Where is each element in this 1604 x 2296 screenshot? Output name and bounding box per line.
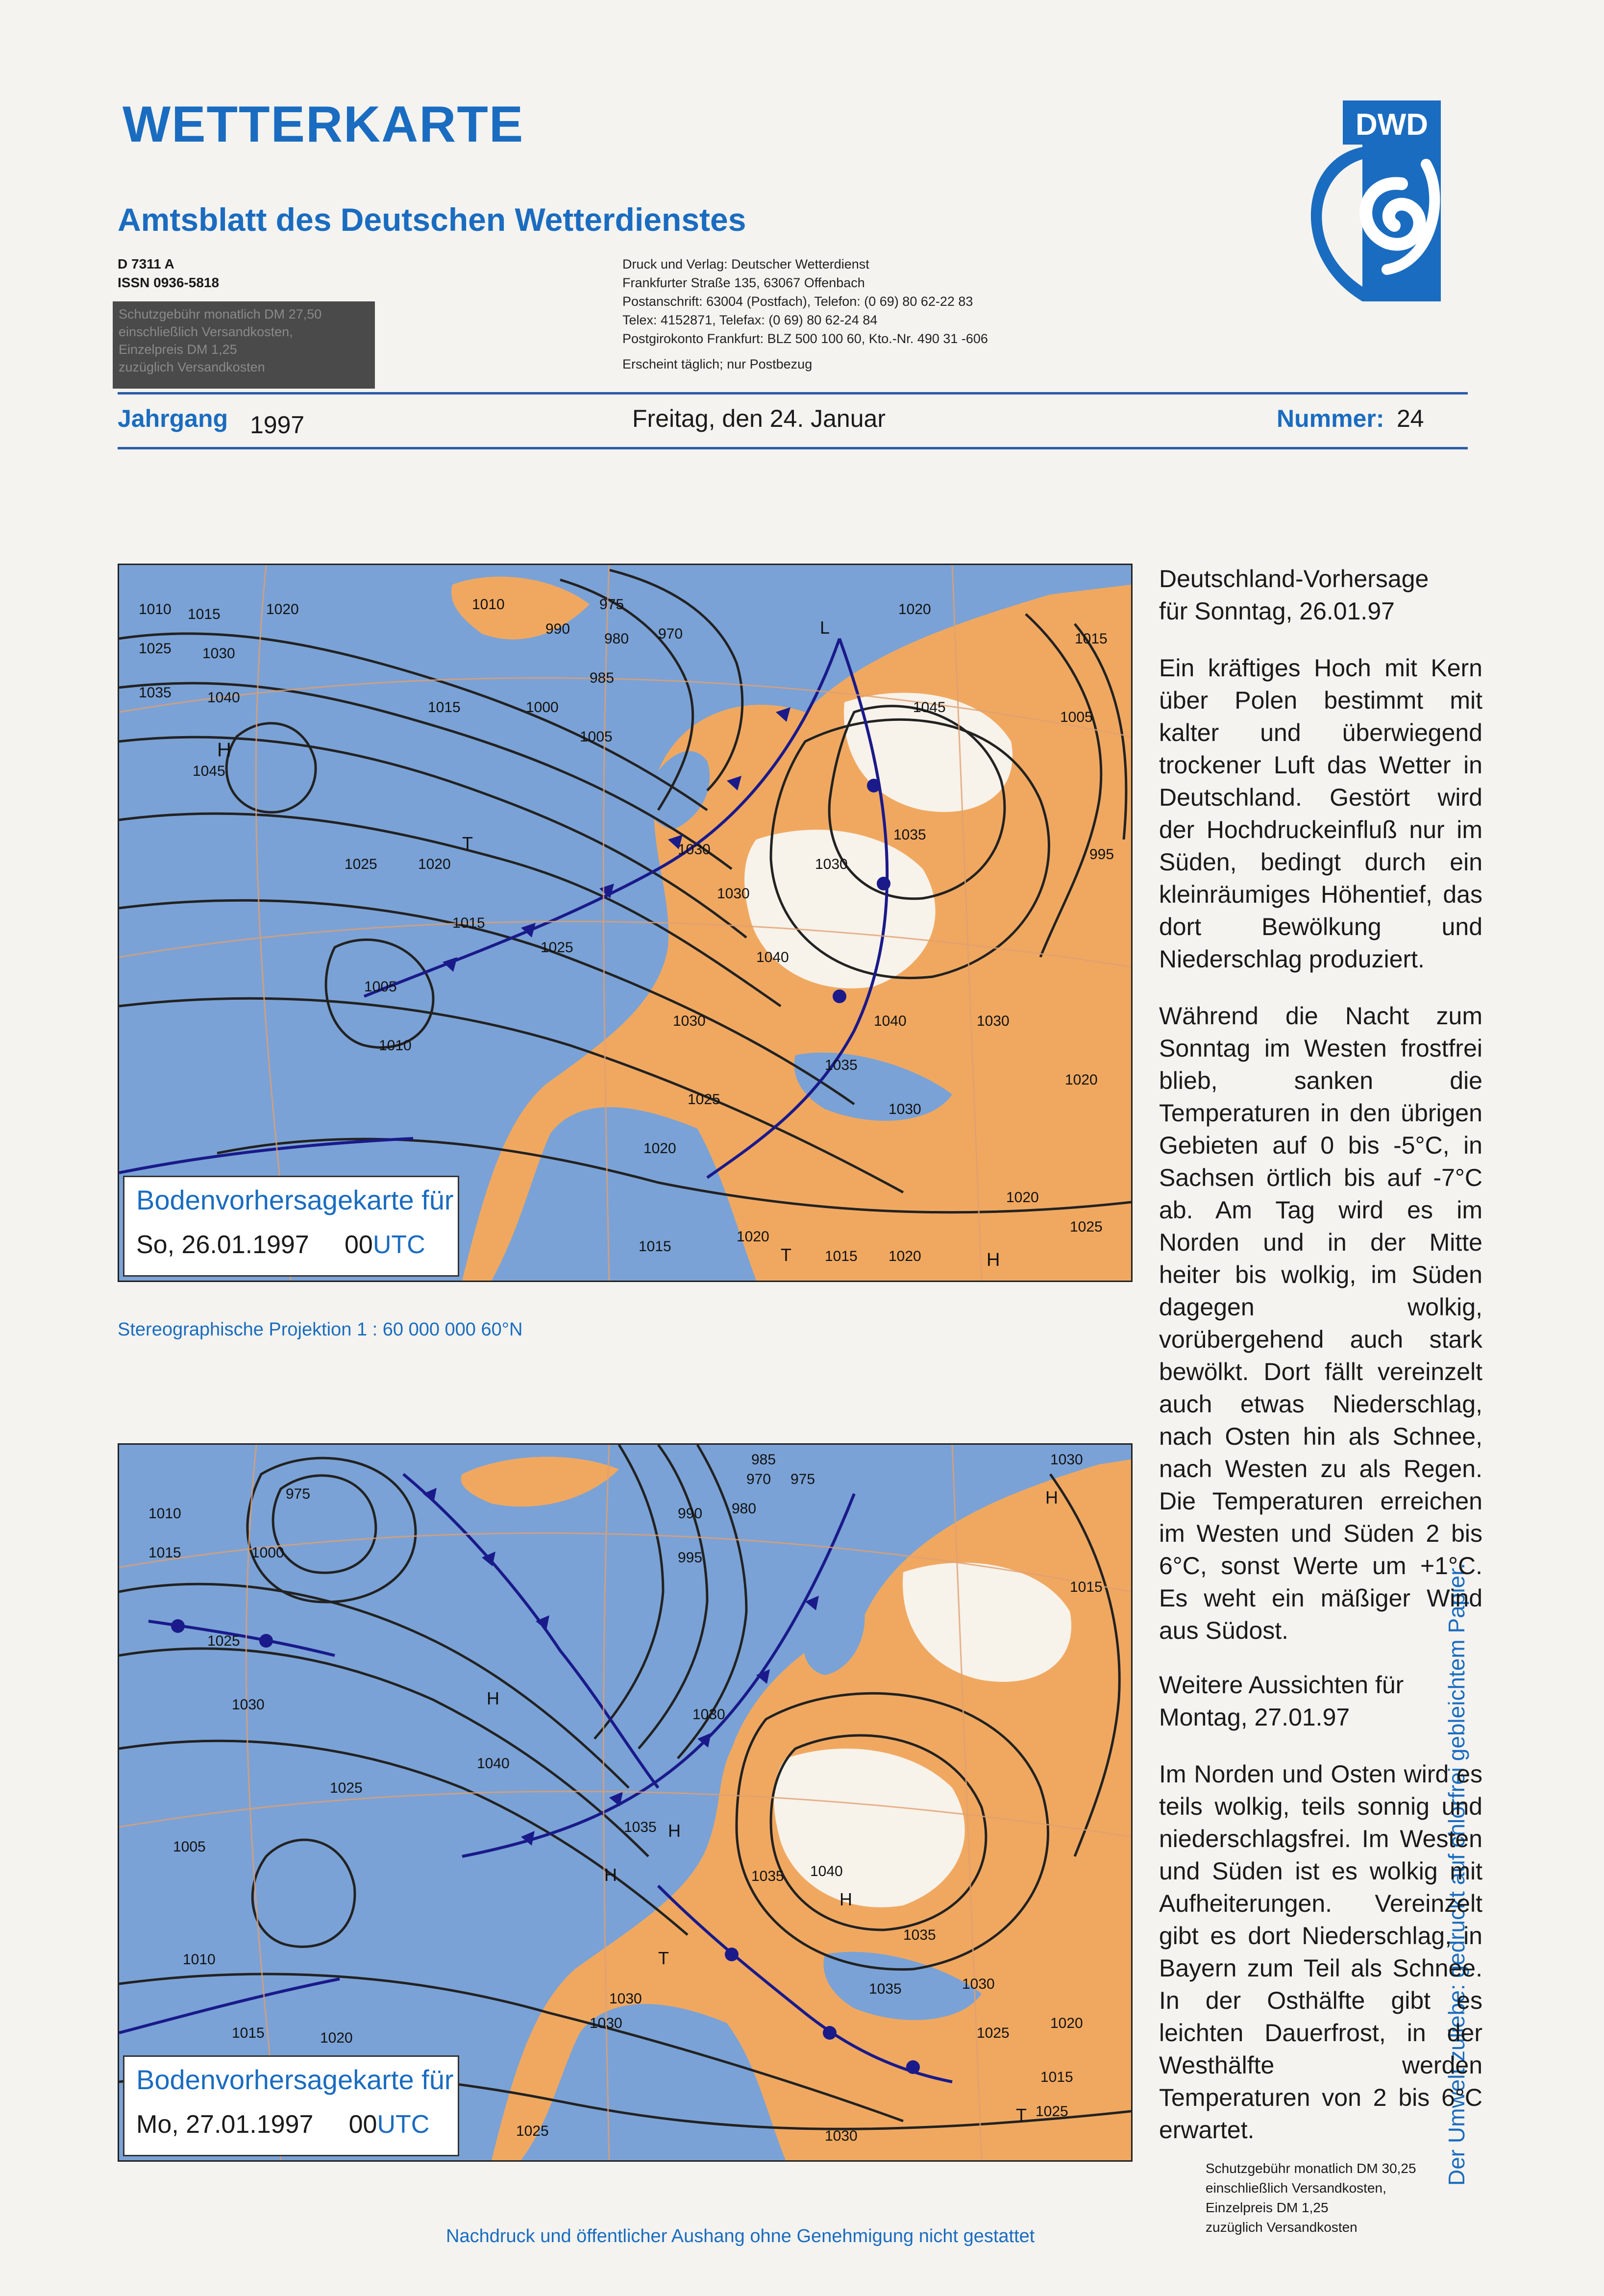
outlook-heading: Weitere Aussichten für: [1159, 1671, 1404, 1699]
svg-text:1030: 1030: [202, 645, 235, 662]
svg-text:1015: 1015: [428, 699, 461, 716]
svg-text:1025: 1025: [516, 2123, 549, 2139]
svg-text:985: 985: [751, 1452, 776, 1468]
svg-text:1030: 1030: [678, 841, 711, 858]
svg-text:995: 995: [678, 1550, 703, 1566]
svg-text:1030: 1030: [888, 1101, 921, 1117]
svg-text:1020: 1020: [320, 2030, 353, 2046]
svg-text:1025: 1025: [977, 2025, 1010, 2041]
svg-text:1015: 1015: [232, 2025, 265, 2041]
svg-text:1025: 1025: [688, 1091, 720, 1108]
fee-line: Schutzgebühr monatlich DM 30,25: [1206, 2161, 1416, 2176]
header-rule-top: [118, 392, 1468, 395]
map-caption-date: [136, 2110, 429, 2139]
fee-line: Einzelpreis DM 1,25: [119, 342, 237, 357]
publisher-line: Postanschrift: 63004 (Postfach), Telefon: (0 69) 80 62-22 83: [622, 294, 973, 309]
map-2-caption: [123, 2055, 459, 2156]
svg-text:1020: 1020: [1065, 1072, 1098, 1088]
svg-text:H: H: [487, 1688, 499, 1708]
svg-text:1015: 1015: [452, 915, 485, 931]
svg-text:H: H: [604, 1865, 617, 1885]
svg-text:1035: 1035: [751, 1868, 784, 1884]
subtitle: Amtsblatt des Deutschen Wetterdienstes: [118, 201, 746, 238]
publication-ids: [118, 255, 219, 292]
svg-text:1015: 1015: [188, 606, 221, 622]
fee-line: zuzüglich Versandkosten: [119, 360, 265, 374]
svg-text:995: 995: [1089, 846, 1114, 863]
fee-line: einschließlich Versandkosten,: [1206, 2180, 1386, 2196]
svg-text:1020: 1020: [898, 601, 931, 617]
redacted-fee-box: [113, 301, 375, 389]
svg-text:1030: 1030: [232, 1697, 265, 1713]
svg-text:1030: 1030: [1050, 1452, 1083, 1468]
projection-note: Stereographische Projektion 1 : 60 000 000 60°N: [118, 1319, 523, 1340]
svg-text:L: L: [820, 617, 830, 638]
fee-line: einschließlich Versandkosten,: [119, 324, 293, 339]
publisher-line: Postgirokonto Frankfurt: BLZ 500 100 60, Kto.-Nr. 490 31 -606: [622, 331, 988, 346]
publication-frequency: Erscheint täglich; nur Postbezug: [622, 357, 813, 371]
map-2-drawing: [119, 1445, 1131, 2160]
map-caption-title: Bodenvorhersagekarte für: [136, 1185, 454, 1215]
svg-text:1015: 1015: [1070, 1579, 1103, 1595]
svg-text:1025: 1025: [1070, 1219, 1103, 1235]
svg-text:1035: 1035: [825, 1057, 858, 1073]
svg-text:970: 970: [658, 626, 683, 642]
svg-text:1030: 1030: [815, 856, 848, 872]
svg-text:1010: 1010: [183, 1951, 216, 1968]
svg-text:1035: 1035: [903, 1927, 936, 1943]
svg-text:1035: 1035: [139, 685, 172, 701]
svg-text:1015: 1015: [639, 1238, 671, 1255]
svg-text:H: H: [839, 1889, 852, 1909]
svg-text:T: T: [1016, 2105, 1027, 2125]
svg-text:1025: 1025: [345, 856, 377, 872]
svg-text:H: H: [668, 1821, 681, 1841]
map-1-drawing: [119, 565, 1131, 1281]
svg-text:1005: 1005: [173, 1839, 206, 1855]
logo-text: DWD: [1355, 108, 1429, 142]
svg-text:T: T: [781, 1245, 791, 1265]
svg-text:1030: 1030: [692, 1706, 725, 1723]
svg-text:980: 980: [732, 1501, 757, 1517]
publisher-info: [622, 255, 988, 373]
issue-date: Freitag, den 24. Januar: [632, 405, 886, 432]
svg-text:975: 975: [790, 1471, 815, 1487]
svg-text:1010: 1010: [139, 601, 172, 617]
page-title: WETTERKARTE: [123, 96, 524, 153]
svg-text:1030: 1030: [673, 1013, 706, 1029]
fee-line: zuzüglich Versandkosten: [1206, 2220, 1357, 2235]
svg-text:1040: 1040: [874, 1013, 907, 1029]
footer-fee: [1206, 2159, 1416, 2237]
nummer-label: Nummer:: [1277, 405, 1384, 432]
outlook-paragraph: Im Norden und Osten wird es teils wolkig, teils sonnig und niederschlagsfrei. Im Westen und Süden ist es wolkig mit Aufheiterungen. Vereinzelt gibt es dort Niederschlag, in Bayern zum Teil als Schnee. In der Osthälfte gibt es leichten Dauerfrost, in der Westhälfte werden Temperaturen von 2 bis 6°C erwartet.: [1159, 1760, 1482, 2144]
svg-text:H: H: [217, 739, 231, 761]
svg-text:1040: 1040: [207, 690, 240, 706]
forecast-map-2: [118, 1443, 1133, 2162]
nummer-value: 24: [1397, 405, 1424, 432]
svg-text:1000: 1000: [526, 699, 559, 716]
svg-text:975: 975: [286, 1486, 311, 1502]
svg-text:1005: 1005: [1060, 709, 1093, 725]
svg-text:1030: 1030: [590, 2015, 622, 2031]
svg-text:1020: 1020: [1006, 1189, 1039, 1206]
svg-text:1040: 1040: [810, 1863, 843, 1879]
dwd-logo-icon: [1304, 100, 1441, 301]
svg-text:1030: 1030: [825, 2128, 858, 2144]
svg-text:H: H: [1045, 1487, 1058, 1507]
header-rule-bottom: [118, 447, 1468, 449]
map-1-caption: [123, 1176, 459, 1277]
map-caption-date: [136, 1230, 425, 1259]
forecast-heading-date: für Sonntag, 26.01.97: [1159, 597, 1395, 625]
svg-text:1030: 1030: [609, 1991, 642, 2007]
svg-text:1025: 1025: [207, 1633, 240, 1649]
fee-line: Schutzgebühr monatlich DM 27,50: [119, 307, 322, 321]
publisher-line: Telex: 4152871, Telefax: (0 69) 80 62-24 84: [622, 313, 878, 327]
publisher-line: Druck und Verlag: Deutscher Wetterdienst: [622, 257, 869, 272]
map-utc: UTC: [372, 1231, 425, 1259]
forecast-map-1: [118, 564, 1133, 1282]
svg-text:1020: 1020: [266, 601, 299, 617]
map-time: 00: [348, 2110, 377, 2139]
environment-note: Der Umwelt zuliebe: gedruckt auf chlorfrei gebleichtem Papier.: [1444, 1563, 1469, 2186]
svg-text:970: 970: [746, 1471, 771, 1487]
outlook-heading-date: Montag, 27.01.97: [1159, 1703, 1350, 1731]
svg-text:T: T: [462, 833, 473, 853]
publisher-line: Frankfurter Straße 135, 63067 Offenbach: [622, 275, 865, 290]
svg-text:1010: 1010: [148, 1506, 181, 1522]
svg-text:1020: 1020: [737, 1229, 769, 1245]
svg-text:990: 990: [678, 1506, 703, 1522]
svg-text:1020: 1020: [1050, 2015, 1083, 2031]
svg-text:1030: 1030: [717, 886, 750, 902]
svg-text:1030: 1030: [977, 1013, 1010, 1029]
svg-text:1020: 1020: [888, 1248, 921, 1264]
svg-text:1025: 1025: [1036, 2103, 1068, 2120]
id-line: D 7311 A: [118, 256, 174, 272]
forecast-heading: Deutschland-Vorhersage: [1159, 565, 1429, 593]
map-date: Mo, 27.01.1997: [136, 2110, 314, 2139]
svg-text:1025: 1025: [139, 641, 172, 657]
svg-text:1040: 1040: [756, 949, 789, 965]
svg-text:1045: 1045: [193, 763, 225, 779]
jahrgang-label: Jahrgang: [118, 405, 228, 432]
svg-text:1030: 1030: [962, 1976, 995, 1992]
svg-text:1045: 1045: [913, 699, 946, 716]
forecast-paragraph-1: Ein kräftiges Hoch mit Kern über Polen bestimmt mit kalter und überwiegend trockener Luft das Wetter in Deutschland. Gestört wird der Hochdruckeinfluß nur im Süden, bedingt durch ein kleinräumiges Höhentief, das dort Bewölkung und Niederschlag produziert.: [1159, 654, 1482, 973]
svg-text:980: 980: [604, 631, 629, 647]
svg-text:1020: 1020: [643, 1140, 676, 1157]
jahrgang-value: 1997: [250, 411, 305, 439]
fee-line: Einzelpreis DM 1,25: [1206, 2200, 1329, 2215]
svg-text:1035: 1035: [624, 1819, 657, 1835]
svg-text:1025: 1025: [541, 939, 573, 956]
map-date: So, 26.01.1997: [136, 1231, 309, 1259]
svg-text:1015: 1015: [1040, 2069, 1073, 2085]
svg-text:990: 990: [545, 621, 570, 637]
svg-text:1005: 1005: [580, 729, 613, 745]
svg-text:1020: 1020: [418, 856, 451, 872]
svg-text:1015: 1015: [1075, 631, 1108, 647]
svg-text:985: 985: [590, 670, 615, 686]
map-utc: UTC: [377, 2110, 430, 2139]
svg-text:1010: 1010: [379, 1037, 412, 1054]
outlook-column: [1159, 1669, 1482, 2146]
map-time: 00: [345, 1231, 373, 1259]
svg-text:1025: 1025: [330, 1780, 363, 1796]
svg-text:T: T: [658, 1948, 669, 1968]
svg-text:1000: 1000: [251, 1545, 284, 1561]
svg-text:H: H: [987, 1250, 1000, 1270]
svg-text:1015: 1015: [148, 1545, 181, 1561]
svg-text:1035: 1035: [869, 1981, 902, 1997]
forecast-paragraph-2: Während die Nacht zum Sonntag im Westen frostfrei blieb, sanken die Temperaturen in den übrigen Gebieten auf 0 bis -5°C, in Sachsen örtlich bis auf -7°C ab. Am Tag wird es im Norden und in der Mitte heiter bis wolkig, im Süden dagegen wolkig, vorübergehend auch stark bewölkt. Dort fällt vereinzelt auch etwas Niederschlag, nach Osten hin als Schnee, nach Westen zu als Regen. Die Temperaturen erreichen im Westen und Süden 2 bis 6°C, sonst Werte um +1°C. Es weht ein mäßiger Wind aus Südost.: [1159, 1002, 1482, 1644]
id-line: ISSN 0936-5818: [118, 275, 220, 290]
svg-text:1005: 1005: [364, 979, 397, 995]
map-caption-title: Bodenvorhersagekarte für: [136, 2064, 454, 2095]
forecast-column: [1159, 563, 1482, 1647]
svg-text:1010: 1010: [472, 596, 505, 613]
svg-text:1035: 1035: [893, 827, 926, 843]
reprint-notice: Nachdruck und öffentlicher Aushang ohne Genehmigung nicht gestattet: [446, 2226, 1035, 2247]
svg-text:1040: 1040: [477, 1755, 510, 1772]
svg-text:975: 975: [599, 596, 624, 613]
svg-text:1015: 1015: [825, 1248, 858, 1264]
